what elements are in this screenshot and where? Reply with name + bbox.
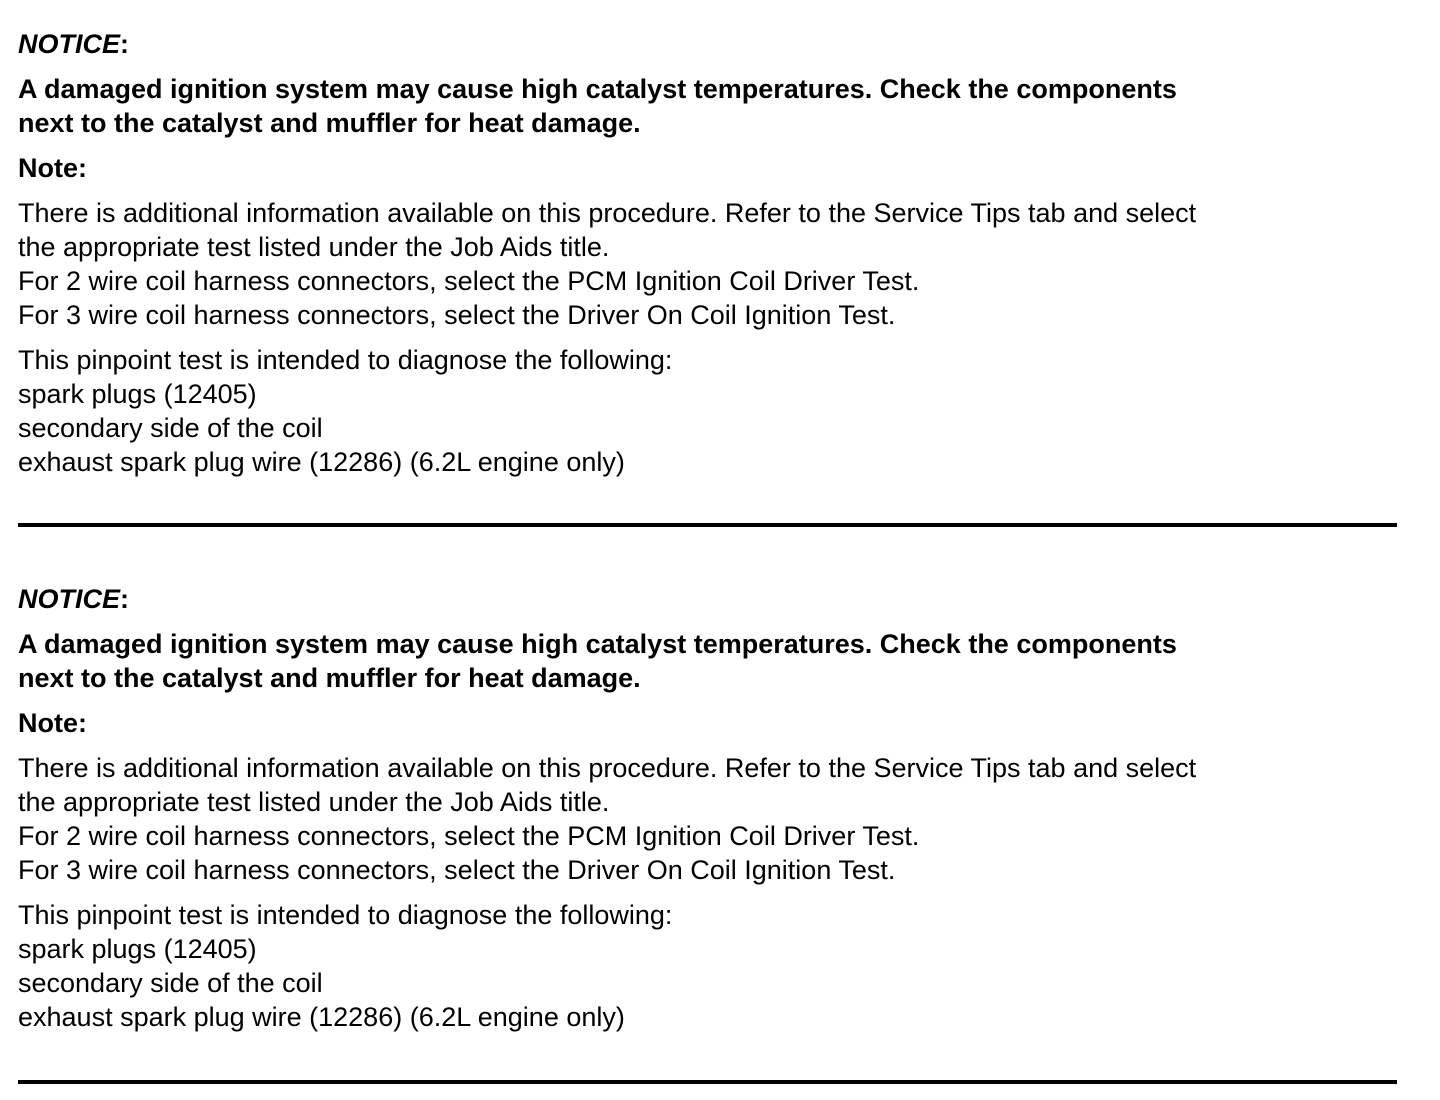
section-divider [18,1080,1397,1084]
note-heading: Note: [18,708,87,738]
procedure-section-2 [18,582,1398,1034]
diagnose-item: secondary side of the coil [18,413,323,443]
note-text-line: For 3 wire coil harness connectors, select the Driver On Coil Ignition Test. [18,300,896,330]
notice-colon: : [120,29,130,59]
diagnose-item: exhaust spark plug wire (12286) (6.2L engine only) [18,1002,625,1032]
notice-text-line: A damaged ignition system may cause high catalyst temperatures. Check the components [18,74,1177,104]
diagnose-item: spark plugs (12405) [18,379,257,409]
notice-text [18,72,1378,140]
notice-heading [18,27,1398,61]
note-heading: Note: [18,153,87,183]
note-text-line: the appropriate test listed under the Job Aids title. [18,232,610,262]
diagnose-list [18,343,1398,479]
notice-colon: : [120,584,130,614]
note-text-line: For 3 wire coil harness connectors, select the Driver On Coil Ignition Test. [18,855,896,885]
note-text-line: There is additional information available on this procedure. Refer to the Service Tips tab and select [18,198,1197,228]
notice-text-line: next to the catalyst and muffler for heat damage. [18,108,641,138]
diagnose-intro: This pinpoint test is intended to diagnose the following: [18,345,673,375]
notice-label: NOTICE [18,29,121,59]
note-text-line: There is additional information available on this procedure. Refer to the Service Tips tab and select [18,753,1197,783]
note-text [18,196,1398,332]
notice-label: NOTICE [18,584,121,614]
note-text [18,751,1398,887]
notice-heading [18,582,1398,616]
note-text-line: the appropriate test listed under the Job Aids title. [18,787,610,817]
diagnose-item: secondary side of the coil [18,968,323,998]
diagnose-list [18,898,1398,1034]
note-text-line: For 2 wire coil harness connectors, select the PCM Ignition Coil Driver Test. [18,821,920,851]
procedure-section-1 [18,27,1398,479]
notice-text-line: A damaged ignition system may cause high catalyst temperatures. Check the components [18,629,1177,659]
diagnose-item: exhaust spark plug wire (12286) (6.2L engine only) [18,447,625,477]
notice-text-line: next to the catalyst and muffler for heat damage. [18,663,641,693]
section-divider [18,523,1397,527]
diagnose-item: spark plugs (12405) [18,934,257,964]
diagnose-intro: This pinpoint test is intended to diagnose the following: [18,900,673,930]
note-text-line: For 2 wire coil harness connectors, select the PCM Ignition Coil Driver Test. [18,266,920,296]
notice-text [18,627,1378,695]
